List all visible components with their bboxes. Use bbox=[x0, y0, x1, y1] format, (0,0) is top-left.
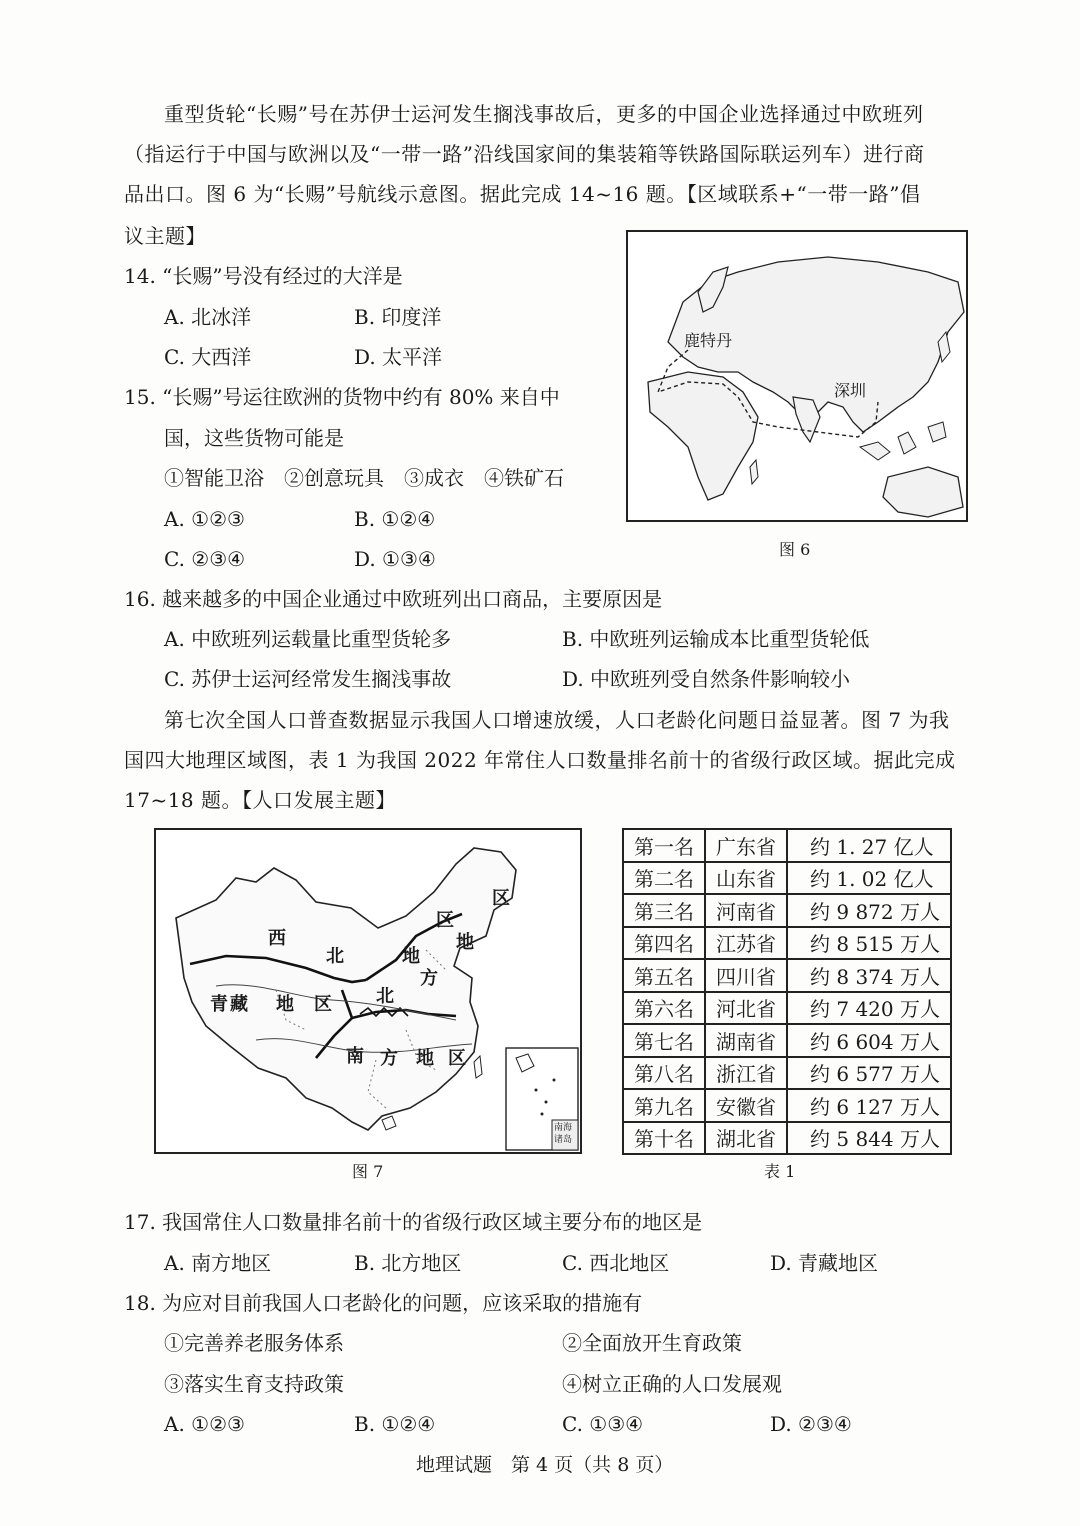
province-cell: 广东省 bbox=[705, 829, 787, 862]
figure-7-caption: 图 7 bbox=[352, 1162, 384, 1181]
rank-cell: 第二名 bbox=[623, 862, 705, 895]
province-cell: 湖南省 bbox=[705, 1024, 787, 1057]
figure-6-caption: 图 6 bbox=[779, 540, 811, 559]
intro2-line2: 国四大地理区域图，表 1 为我国 2022 年常住人口数量排名前十的省级行政区域。据此完成 bbox=[124, 748, 956, 772]
q16-option-b: B. 中欧班列运输成本比重型货轮低 bbox=[562, 627, 870, 651]
table-row bbox=[623, 927, 951, 960]
population-cell: 约 8 374 万人 bbox=[787, 959, 951, 992]
region-char-zang: 藏 bbox=[230, 994, 248, 1015]
population-cell: 约 7 420 万人 bbox=[787, 992, 951, 1025]
world-map-svg bbox=[628, 232, 966, 520]
province-cell: 河南省 bbox=[705, 894, 787, 927]
region-char-di2: 地 bbox=[276, 994, 294, 1015]
q15-items: ①智能卫浴 ②创意玩具 ③成衣 ④铁矿石 bbox=[164, 466, 564, 490]
q14-option-d: D. 太平洋 bbox=[354, 345, 443, 369]
region-char-fang2: 方 bbox=[380, 1048, 398, 1069]
q17-option-d: D. 青藏地区 bbox=[770, 1251, 879, 1275]
figure-7-map bbox=[154, 828, 582, 1154]
table-1-caption: 表 1 bbox=[764, 1162, 796, 1181]
rank-cell: 第八名 bbox=[623, 1057, 705, 1090]
q15-option-a: A. ①②③ bbox=[164, 507, 245, 531]
q18-item-3: ③落实生育支持政策 bbox=[164, 1372, 344, 1396]
q16-stem: 16. 越来越多的中国企业通过中欧班列出口商品，主要原因是 bbox=[124, 587, 663, 611]
region-char-nan: 南 bbox=[346, 1046, 364, 1067]
figure-6-map bbox=[626, 230, 968, 522]
province-cell: 浙江省 bbox=[705, 1057, 787, 1090]
rank-cell: 第七名 bbox=[623, 1024, 705, 1057]
rank-cell: 第四名 bbox=[623, 927, 705, 960]
province-cell: 四川省 bbox=[705, 959, 787, 992]
label-rotterdam: 鹿特丹 bbox=[684, 331, 733, 350]
intro2-line3: 17~18 题。【人口发展主题】 bbox=[124, 788, 397, 812]
intro1-line4: 议主题】 bbox=[124, 224, 206, 248]
table-row bbox=[623, 1122, 951, 1155]
province-cell: 河北省 bbox=[705, 992, 787, 1025]
q16-option-a: A. 中欧班列运载量比重型货轮多 bbox=[164, 627, 452, 651]
q17-option-a: A. 南方地区 bbox=[164, 1251, 272, 1275]
region-char-bei2: 北 bbox=[376, 986, 394, 1007]
q15-option-c: C. ②③④ bbox=[164, 547, 246, 571]
population-cell: 约 9 872 万人 bbox=[787, 894, 951, 927]
region-char-fang1: 方 bbox=[420, 968, 438, 989]
population-cell: 约 5 844 万人 bbox=[787, 1122, 951, 1155]
q18-stem: 18. 为应对目前我国人口老龄化的问题，应该采取的措施有 bbox=[124, 1291, 643, 1315]
q18-item-1: ①完善养老服务体系 bbox=[164, 1331, 344, 1355]
region-char-qu2: 区 bbox=[314, 994, 332, 1015]
table-row bbox=[623, 1089, 951, 1122]
province-cell: 江苏省 bbox=[705, 927, 787, 960]
region-char-qu4: 区 bbox=[492, 888, 510, 909]
rank-cell: 第三名 bbox=[623, 894, 705, 927]
population-cell: 约 1. 02 亿人 bbox=[787, 862, 951, 895]
q15-option-d: D. ①③④ bbox=[354, 547, 436, 571]
population-cell: 约 6 577 万人 bbox=[787, 1057, 951, 1090]
region-char-bei1: 北 bbox=[326, 946, 344, 967]
population-cell: 约 6 604 万人 bbox=[787, 1024, 951, 1057]
inset-label-line1: 南海 bbox=[554, 1123, 573, 1133]
table-row bbox=[623, 1057, 951, 1090]
rank-cell: 第九名 bbox=[623, 1089, 705, 1122]
intro1-line1: 重型货轮“长赐”号在苏伊士运河发生搁浅事故后，更多的中国企业选择通过中欧班列 bbox=[164, 102, 924, 126]
q16-option-c: C. 苏伊士运河经常发生搁浅事故 bbox=[164, 667, 452, 691]
q17-option-b: B. 北方地区 bbox=[354, 1251, 462, 1275]
table-row bbox=[623, 959, 951, 992]
table-row bbox=[623, 992, 951, 1025]
population-table bbox=[622, 828, 952, 1155]
q17-option-c: C. 西北地区 bbox=[562, 1251, 670, 1275]
region-char-di4: 地 bbox=[416, 1048, 434, 1069]
q18-option-d: D. ②③④ bbox=[770, 1412, 852, 1436]
region-char-di-ne: 地 bbox=[456, 932, 474, 953]
q14-option-b: B. 印度洋 bbox=[354, 305, 442, 329]
region-char-qu5: 区 bbox=[448, 1048, 466, 1069]
q18-option-c: C. ①③④ bbox=[562, 1412, 644, 1436]
intro1-line2: （指运行于中国与欧洲以及“一带一路”沿线国家间的集装箱等铁路国际联运列车）进行商 bbox=[124, 142, 925, 166]
q14-stem: 14. “长赐”号没有经过的大洋是 bbox=[124, 264, 403, 288]
table-row bbox=[623, 829, 951, 862]
population-cell: 约 6 127 万人 bbox=[787, 1089, 951, 1122]
q15-stem-line2: 国，这些货物可能是 bbox=[164, 426, 344, 450]
q15-option-b: B. ①②④ bbox=[354, 507, 436, 531]
rank-cell: 第一名 bbox=[623, 829, 705, 862]
q16-option-d: D. 中欧班列受自然条件影响较小 bbox=[562, 667, 851, 691]
q18-item-4: ④树立正确的人口发展观 bbox=[562, 1372, 782, 1396]
q14-option-a: A. 北冰洋 bbox=[164, 305, 252, 329]
table-row bbox=[623, 1024, 951, 1057]
q15-stem-line1: 15. “长赐”号运往欧洲的货物中约有 80% 来自中 bbox=[124, 385, 560, 409]
q18-option-a: A. ①②③ bbox=[164, 1412, 245, 1436]
intro1-line3: 品出口。图 6 为“长赐”号航线示意图。据此完成 14~16 题。【区域联系+“一带一路”倡 bbox=[124, 182, 921, 206]
rank-cell: 第十名 bbox=[623, 1122, 705, 1155]
inset-label-line2: 诸岛 bbox=[554, 1135, 573, 1145]
rank-cell: 第五名 bbox=[623, 959, 705, 992]
q14-option-c: C. 大西洋 bbox=[164, 345, 252, 369]
region-char-qing: 青 bbox=[210, 994, 228, 1015]
q17-stem: 17. 我国常住人口数量排名前十的省级行政区域主要分布的地区是 bbox=[124, 1210, 703, 1234]
intro2-line1: 第七次全国人口普查数据显示我国人口增速放缓，人口老龄化问题日益显著。图 7 为我 bbox=[164, 708, 950, 732]
label-shenzhen: 深圳 bbox=[834, 381, 867, 400]
rank-cell: 第六名 bbox=[623, 992, 705, 1025]
table-row bbox=[623, 894, 951, 927]
table-row bbox=[623, 862, 951, 895]
province-cell: 山东省 bbox=[705, 862, 787, 895]
page-footer: 地理试题 第 4 页（共 8 页） bbox=[416, 1454, 674, 1476]
q18-item-2: ②全面放开生育政策 bbox=[562, 1331, 742, 1355]
q18-option-b: B. ①②④ bbox=[354, 1412, 436, 1436]
region-char-qu1: 区 bbox=[436, 910, 454, 931]
province-cell: 湖北省 bbox=[705, 1122, 787, 1155]
population-cell: 约 1. 27 亿人 bbox=[787, 829, 951, 862]
region-char-di1: 地 bbox=[402, 946, 420, 967]
population-cell: 约 8 515 万人 bbox=[787, 927, 951, 960]
region-char-xi: 西 bbox=[268, 928, 286, 949]
province-cell: 安徽省 bbox=[705, 1089, 787, 1122]
